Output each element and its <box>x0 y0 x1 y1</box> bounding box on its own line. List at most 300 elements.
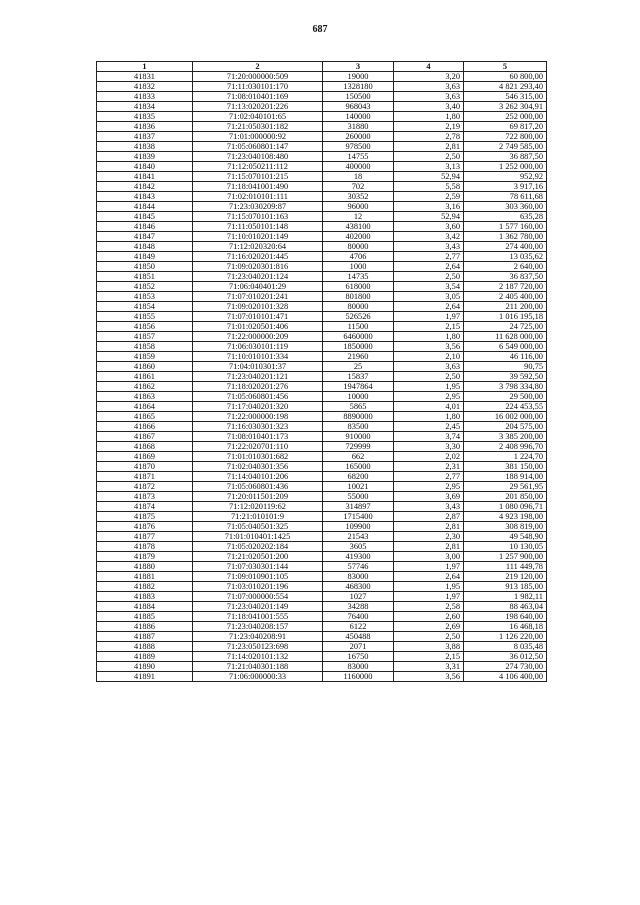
table-row <box>97 372 547 382</box>
rate-cell: 2,15 <box>394 322 464 332</box>
area-cell: 968043 <box>323 102 394 112</box>
table-body <box>97 72 547 682</box>
value-cell: 4 923 198,00 <box>464 512 547 522</box>
area-cell: 19000 <box>323 72 394 82</box>
area-cell: 1160000 <box>323 672 394 682</box>
area-cell: 83000 <box>323 572 394 582</box>
row-number-cell: 41872 <box>97 482 193 492</box>
cadastral-number-cell: 71:23:040208:157 <box>193 622 323 632</box>
table-row <box>97 642 547 652</box>
table-row <box>97 332 547 342</box>
area-cell: 83500 <box>323 422 394 432</box>
cadastral-number-cell: 71:05:020202:184 <box>193 542 323 552</box>
column-header: 4 <box>394 62 464 72</box>
cadastral-number-cell: 71:18:020201:276 <box>193 382 323 392</box>
row-number-cell: 41868 <box>97 442 193 452</box>
value-cell: 88 463,04 <box>464 602 547 612</box>
value-cell: 1 126 220,00 <box>464 632 547 642</box>
table-row <box>97 412 547 422</box>
row-number-cell: 41832 <box>97 82 193 92</box>
table-row <box>97 162 547 172</box>
area-cell: 31880 <box>323 122 394 132</box>
table-row <box>97 82 547 92</box>
row-number-cell: 41858 <box>97 342 193 352</box>
area-cell: 57746 <box>323 562 394 572</box>
rate-cell: 3,63 <box>394 92 464 102</box>
cadastral-number-cell: 71:01:010301:682 <box>193 452 323 462</box>
area-cell: 526526 <box>323 312 394 322</box>
row-number-cell: 41871 <box>97 472 193 482</box>
rate-cell: 52,94 <box>394 212 464 222</box>
rate-cell: 2,50 <box>394 372 464 382</box>
value-cell: 274 400,00 <box>464 242 547 252</box>
rate-cell: 2,50 <box>394 632 464 642</box>
area-cell: 3605 <box>323 542 394 552</box>
table-row <box>97 302 547 312</box>
rate-cell: 2,64 <box>394 572 464 582</box>
value-cell: 381 150,00 <box>464 462 547 472</box>
rate-cell: 52,94 <box>394 172 464 182</box>
row-number-cell: 41850 <box>97 262 193 272</box>
area-cell: 910000 <box>323 432 394 442</box>
table-row <box>97 462 547 472</box>
value-cell: 3 385 200,00 <box>464 432 547 442</box>
rate-cell: 2,58 <box>394 602 464 612</box>
cadastral-number-cell: 71:11:030101:170 <box>193 82 323 92</box>
cadastral-number-cell: 71:22:000000:209 <box>193 332 323 342</box>
table-row <box>97 602 547 612</box>
row-number-cell: 41854 <box>97 302 193 312</box>
value-cell: 303 360,00 <box>464 202 547 212</box>
cadastral-number-cell: 71:01:020501:406 <box>193 322 323 332</box>
row-number-cell: 41875 <box>97 512 193 522</box>
rate-cell: 1,80 <box>394 112 464 122</box>
row-number-cell: 41883 <box>97 592 193 602</box>
rate-cell: 2,50 <box>394 272 464 282</box>
value-cell: 2 640,00 <box>464 262 547 272</box>
rate-cell: 2,81 <box>394 522 464 532</box>
column-header: 3 <box>323 62 394 72</box>
rate-cell: 3,60 <box>394 222 464 232</box>
rate-cell: 2,10 <box>394 352 464 362</box>
row-number-cell: 41887 <box>97 632 193 642</box>
rate-cell: 2,77 <box>394 472 464 482</box>
row-number-cell: 41833 <box>97 92 193 102</box>
table-row <box>97 362 547 372</box>
value-cell: 36 012,50 <box>464 652 547 662</box>
row-number-cell: 41855 <box>97 312 193 322</box>
cadastral-number-cell: 71:17:040201:320 <box>193 402 323 412</box>
cadastral-number-cell: 71:15:070101:163 <box>193 212 323 222</box>
table-row <box>97 522 547 532</box>
row-number-cell: 41862 <box>97 382 193 392</box>
row-number-cell: 41852 <box>97 282 193 292</box>
area-cell: 450488 <box>323 632 394 642</box>
cadastral-number-cell: 71:05:060801:456 <box>193 392 323 402</box>
cadastral-number-cell: 71:21:010101:9 <box>193 512 323 522</box>
rate-cell: 2,95 <box>394 392 464 402</box>
row-number-cell: 41861 <box>97 372 193 382</box>
table-row <box>97 552 547 562</box>
area-cell: 400000 <box>323 162 394 172</box>
rate-cell: 3,42 <box>394 232 464 242</box>
table-row <box>97 612 547 622</box>
cadastral-number-cell: 71:23:040201:149 <box>193 602 323 612</box>
value-cell: 204 575,00 <box>464 422 547 432</box>
area-cell: 16750 <box>323 652 394 662</box>
row-number-cell: 41890 <box>97 662 193 672</box>
value-cell: 78 611,68 <box>464 192 547 202</box>
table-row <box>97 102 547 112</box>
rate-cell: 2,31 <box>394 462 464 472</box>
rate-cell: 2,81 <box>394 142 464 152</box>
rate-cell: 3,16 <box>394 202 464 212</box>
row-number-cell: 41831 <box>97 72 193 82</box>
table-row <box>97 202 547 212</box>
cadastral-number-cell: 71:20:011501:209 <box>193 492 323 502</box>
area-cell: 80000 <box>323 302 394 312</box>
value-cell: 4 821 293,40 <box>464 82 547 92</box>
table-row <box>97 382 547 392</box>
value-cell: 219 120,00 <box>464 572 547 582</box>
cadastral-number-cell: 71:08:010401:169 <box>193 92 323 102</box>
rate-cell: 3,30 <box>394 442 464 452</box>
cadastral-number-cell: 71:09:010901:105 <box>193 572 323 582</box>
rate-cell: 1,97 <box>394 592 464 602</box>
table-row <box>97 632 547 642</box>
value-cell: 3 917,16 <box>464 182 547 192</box>
area-cell: 76400 <box>323 612 394 622</box>
row-number-cell: 41836 <box>97 122 193 132</box>
table-row <box>97 472 547 482</box>
rate-cell: 2,19 <box>394 122 464 132</box>
row-number-cell: 41859 <box>97 352 193 362</box>
row-number-cell: 41851 <box>97 272 193 282</box>
row-number-cell: 41841 <box>97 172 193 182</box>
cadastral-number-cell: 71:05:040501:325 <box>193 522 323 532</box>
area-cell: 1328180 <box>323 82 394 92</box>
value-cell: 2 187 720,00 <box>464 282 547 292</box>
row-number-cell: 41846 <box>97 222 193 232</box>
value-cell: 635,28 <box>464 212 547 222</box>
area-cell: 10021 <box>323 482 394 492</box>
table-row <box>97 272 547 282</box>
value-cell: 211 200,00 <box>464 302 547 312</box>
row-number-cell: 41880 <box>97 562 193 572</box>
area-cell: 729999 <box>323 442 394 452</box>
table-row <box>97 582 547 592</box>
table-row <box>97 592 547 602</box>
table-row <box>97 442 547 452</box>
row-number-cell: 41840 <box>97 162 193 172</box>
table-row <box>97 622 547 632</box>
area-cell: 1027 <box>323 592 394 602</box>
cadastral-number-cell: 71:14:040101:206 <box>193 472 323 482</box>
cadastral-number-cell: 71:23:040201:124 <box>193 272 323 282</box>
area-cell: 419300 <box>323 552 394 562</box>
table-row <box>97 262 547 272</box>
cadastral-number-cell: 71:13:020201:226 <box>193 102 323 112</box>
table-row <box>97 152 547 162</box>
area-cell: 109900 <box>323 522 394 532</box>
table-row <box>97 572 547 582</box>
cadastral-number-cell: 71:21:020501:200 <box>193 552 323 562</box>
value-cell: 29 561,95 <box>464 482 547 492</box>
table-row <box>97 672 547 682</box>
cadastral-number-cell: 71:23:030209:87 <box>193 202 323 212</box>
value-cell: 188 914,00 <box>464 472 547 482</box>
rate-cell: 3,63 <box>394 82 464 92</box>
table-row <box>97 342 547 352</box>
row-number-cell: 41877 <box>97 532 193 542</box>
table-row <box>97 352 547 362</box>
cadastral-number-cell: 71:06:000000:33 <box>193 672 323 682</box>
table-row <box>97 512 547 522</box>
row-number-cell: 41886 <box>97 622 193 632</box>
area-cell: 2071 <box>323 642 394 652</box>
table-row <box>97 232 547 242</box>
row-number-cell: 41845 <box>97 212 193 222</box>
table-row <box>97 212 547 222</box>
rate-cell: 2,87 <box>394 512 464 522</box>
table-row <box>97 282 547 292</box>
table-row <box>97 312 547 322</box>
table-row <box>97 122 547 132</box>
area-cell: 34288 <box>323 602 394 612</box>
value-cell: 308 819,00 <box>464 522 547 532</box>
column-header: 5 <box>464 62 547 72</box>
cadastral-number-cell: 71:02:010101:111 <box>193 192 323 202</box>
row-number-cell: 41881 <box>97 572 193 582</box>
cadastral-number-cell: 71:23:040108:480 <box>193 152 323 162</box>
rate-cell: 4,01 <box>394 402 464 412</box>
area-cell: 468300 <box>323 582 394 592</box>
rate-cell: 2,59 <box>394 192 464 202</box>
value-cell: 8 035,48 <box>464 642 547 652</box>
area-cell: 260000 <box>323 132 394 142</box>
value-cell: 10 130,05 <box>464 542 547 552</box>
row-number-cell: 41867 <box>97 432 193 442</box>
area-cell: 18 <box>323 172 394 182</box>
table-row <box>97 662 547 672</box>
rate-cell: 1,80 <box>394 332 464 342</box>
rate-cell: 3,74 <box>394 432 464 442</box>
cadastral-number-cell: 71:09:020101:328 <box>193 302 323 312</box>
cadastral-number-cell: 71:11:050101:148 <box>193 222 323 232</box>
value-cell: 1 577 160,00 <box>464 222 547 232</box>
row-number-cell: 41878 <box>97 542 193 552</box>
table-row <box>97 392 547 402</box>
cadastral-number-cell: 71:05:060801:436 <box>193 482 323 492</box>
cadastral-number-cell: 71:07:030301:144 <box>193 562 323 572</box>
value-cell: 546 315,00 <box>464 92 547 102</box>
rate-cell: 3,05 <box>394 292 464 302</box>
cadastral-number-cell: 71:05:060801:147 <box>193 142 323 152</box>
table-row <box>97 502 547 512</box>
table-row <box>97 142 547 152</box>
value-cell: 4 106 400,00 <box>464 672 547 682</box>
row-number-cell: 41865 <box>97 412 193 422</box>
table-row <box>97 562 547 572</box>
row-number-cell: 41834 <box>97 102 193 112</box>
cadastral-number-cell: 71:02:040101:65 <box>193 112 323 122</box>
header-row <box>97 62 547 72</box>
land-registry-table <box>96 61 547 682</box>
cadastral-number-cell: 71:18:041001:490 <box>193 182 323 192</box>
cadastral-number-cell: 71:10:010201:149 <box>193 232 323 242</box>
area-cell: 6460000 <box>323 332 394 342</box>
value-cell: 722 800,00 <box>464 132 547 142</box>
rate-cell: 2,69 <box>394 622 464 632</box>
value-cell: 11 628 000,00 <box>464 332 547 342</box>
value-cell: 69 817,20 <box>464 122 547 132</box>
row-number-cell: 41876 <box>97 522 193 532</box>
row-number-cell: 41837 <box>97 132 193 142</box>
area-cell: 1000 <box>323 262 394 272</box>
area-cell: 21543 <box>323 532 394 542</box>
cadastral-number-cell: 71:18:041001:555 <box>193 612 323 622</box>
row-number-cell: 41856 <box>97 322 193 332</box>
area-cell: 80000 <box>323 242 394 252</box>
cadastral-number-cell: 71:12:050211:112 <box>193 162 323 172</box>
value-cell: 3 798 334,80 <box>464 382 547 392</box>
cadastral-number-cell: 71:07:010201:241 <box>193 292 323 302</box>
rate-cell: 2,78 <box>394 132 464 142</box>
row-number-cell: 41857 <box>97 332 193 342</box>
value-cell: 90,75 <box>464 362 547 372</box>
table-row <box>97 252 547 262</box>
value-cell: 3 262 304,91 <box>464 102 547 112</box>
rate-cell: 2,64 <box>394 302 464 312</box>
cadastral-number-cell: 71:20:000000:509 <box>193 72 323 82</box>
area-cell: 438100 <box>323 222 394 232</box>
value-cell: 2 408 996,70 <box>464 442 547 452</box>
value-cell: 201 850,00 <box>464 492 547 502</box>
cadastral-number-cell: 71:22:000000:198 <box>193 412 323 422</box>
rate-cell: 3,20 <box>394 72 464 82</box>
rate-cell: 2,15 <box>394 652 464 662</box>
row-number-cell: 41863 <box>97 392 193 402</box>
row-number-cell: 41874 <box>97 502 193 512</box>
area-cell: 12 <box>323 212 394 222</box>
area-cell: 8890000 <box>323 412 394 422</box>
row-number-cell: 41891 <box>97 672 193 682</box>
row-number-cell: 41866 <box>97 422 193 432</box>
area-cell: 801800 <box>323 292 394 302</box>
cadastral-number-cell: 71:23:050123:698 <box>193 642 323 652</box>
area-cell: 618000 <box>323 282 394 292</box>
area-cell: 5865 <box>323 402 394 412</box>
cadastral-number-cell: 71:23:040201:121 <box>193 372 323 382</box>
rate-cell: 3,63 <box>394 362 464 372</box>
value-cell: 16 468,18 <box>464 622 547 632</box>
value-cell: 111 449,78 <box>464 562 547 572</box>
row-number-cell: 41870 <box>97 462 193 472</box>
table-row <box>97 322 547 332</box>
table-row <box>97 222 547 232</box>
value-cell: 24 725,00 <box>464 322 547 332</box>
table-row <box>97 652 547 662</box>
table-row <box>97 292 547 302</box>
area-cell: 68200 <box>323 472 394 482</box>
value-cell: 1 982,11 <box>464 592 547 602</box>
area-cell: 1715400 <box>323 512 394 522</box>
cadastral-number-cell: 71:03:010201:196 <box>193 582 323 592</box>
cadastral-number-cell: 71:07:010101:471 <box>193 312 323 322</box>
table-row <box>97 112 547 122</box>
cadastral-number-cell: 71:10:010101:334 <box>193 352 323 362</box>
row-number-cell: 41884 <box>97 602 193 612</box>
cadastral-number-cell: 71:12:020320:64 <box>193 242 323 252</box>
row-number-cell: 41889 <box>97 652 193 662</box>
row-number-cell: 41842 <box>97 182 193 192</box>
table-row <box>97 432 547 442</box>
rate-cell: 3,69 <box>394 492 464 502</box>
rate-cell: 2,30 <box>394 532 464 542</box>
value-cell: 1 362 780,00 <box>464 232 547 242</box>
row-number-cell: 41847 <box>97 232 193 242</box>
rate-cell: 2,02 <box>394 452 464 462</box>
rate-cell: 3,40 <box>394 102 464 112</box>
area-cell: 1947864 <box>323 382 394 392</box>
value-cell: 224 453,55 <box>464 402 547 412</box>
value-cell: 39 592,50 <box>464 372 547 382</box>
value-cell: 913 185,00 <box>464 582 547 592</box>
row-number-cell: 41853 <box>97 292 193 302</box>
value-cell: 16 002 000,00 <box>464 412 547 422</box>
area-cell: 1850000 <box>323 342 394 352</box>
area-cell: 14755 <box>323 152 394 162</box>
value-cell: 46 116,00 <box>464 352 547 362</box>
table-row <box>97 132 547 142</box>
value-cell: 952,92 <box>464 172 547 182</box>
rate-cell: 3,56 <box>394 672 464 682</box>
cadastral-number-cell: 71:01:000000:92 <box>193 132 323 142</box>
value-cell: 1 080 096,71 <box>464 502 547 512</box>
area-cell: 702 <box>323 182 394 192</box>
value-cell: 29 500,00 <box>464 392 547 402</box>
row-number-cell: 41885 <box>97 612 193 622</box>
area-cell: 96000 <box>323 202 394 212</box>
area-cell: 402000 <box>323 232 394 242</box>
rate-cell: 3,43 <box>394 242 464 252</box>
cadastral-number-cell: 71:04:010301:37 <box>193 362 323 372</box>
rate-cell: 2,64 <box>394 262 464 272</box>
table-row <box>97 192 547 202</box>
table-row <box>97 182 547 192</box>
rate-cell: 2,95 <box>394 482 464 492</box>
value-cell: 274 730,00 <box>464 662 547 672</box>
row-number-cell: 41844 <box>97 202 193 212</box>
value-cell: 49 548,90 <box>464 532 547 542</box>
cadastral-number-cell: 71:08:010401:173 <box>193 432 323 442</box>
area-cell: 83000 <box>323 662 394 672</box>
cadastral-number-cell: 71:02:040301:356 <box>193 462 323 472</box>
value-cell: 1 016 195,18 <box>464 312 547 322</box>
rate-cell: 1,97 <box>394 312 464 322</box>
row-number-cell: 41849 <box>97 252 193 262</box>
table-row <box>97 422 547 432</box>
rate-cell: 1,80 <box>394 412 464 422</box>
area-cell: 6122 <box>323 622 394 632</box>
area-cell: 140000 <box>323 112 394 122</box>
area-cell: 662 <box>323 452 394 462</box>
row-number-cell: 41882 <box>97 582 193 592</box>
row-number-cell: 41888 <box>97 642 193 652</box>
table-row <box>97 242 547 252</box>
area-cell: 55000 <box>323 492 394 502</box>
cadastral-number-cell: 71:06:030101:119 <box>193 342 323 352</box>
